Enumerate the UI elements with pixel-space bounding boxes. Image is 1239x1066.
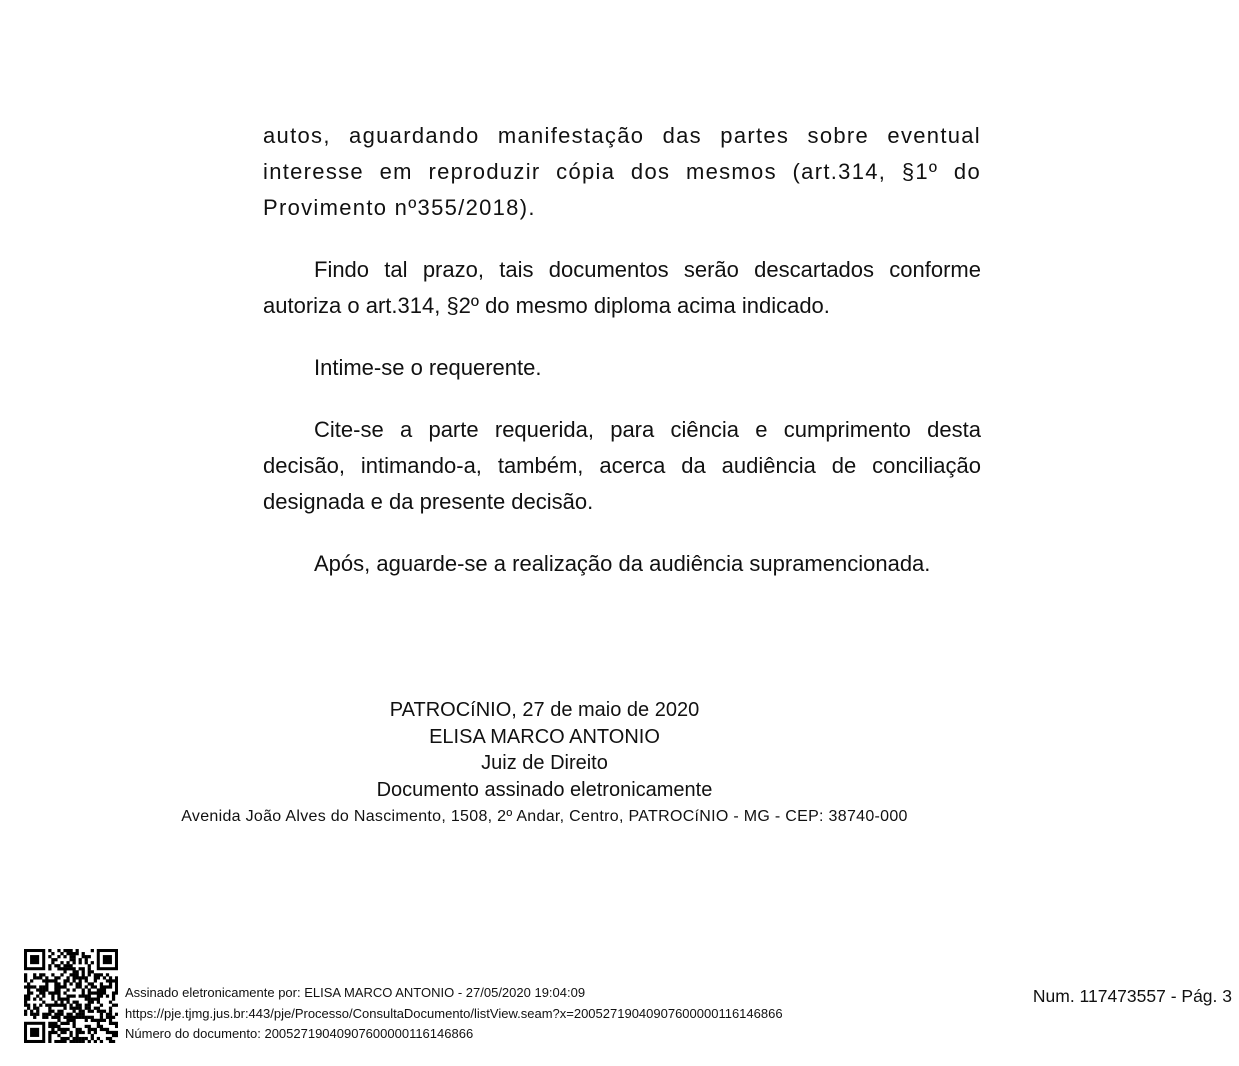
paragraph-1: autos, aguardando manifestação das partes sobre eventual interesse em reproduzir cópia dos mesmos (art.314, §1º do Provimento nº355/2018).: [263, 123, 981, 220]
paragraph-5: Após, aguarde-se a realização da audiência supramencionada.: [314, 551, 931, 576]
signed-by-line: Assinado eletronicamente por: ELISA MARCO ANTONIO - 27/05/2020 19:04:09: [125, 985, 586, 1000]
place-date: PATROCíNIO, 27 de maio de 2020: [389, 699, 700, 721]
signer-role: Juiz de Direito: [481, 752, 608, 774]
document-body: [263, 118, 981, 608]
signature-metadata: [125, 983, 783, 1045]
signature-note: Documento assinado eletronicamente: [376, 778, 713, 801]
paragraph-3: Intime-se o requerente.: [314, 355, 542, 380]
qr-code-icon: [24, 949, 118, 1043]
verification-url[interactable]: https://pje.tjmg.jus.br:443/pje/Processo/ConsultaDocumento/listView.seam?x=20052719040907600000116146866: [125, 1005, 783, 1021]
paragraph-4: Cite-se a parte requerida, para ciência e cumprimento desta decisão, intimando-a, também, acerca da audiência de conciliação designada e da presente decisão.: [263, 417, 981, 514]
document-number: Número do documento: 20052719040907600000116146866: [125, 1026, 474, 1041]
page-number: Num. 117473557 - Pág. 3: [1032, 986, 1232, 1006]
signature-block: [0, 697, 1089, 831]
signer-name: ELISA MARCO ANTONIO: [429, 725, 660, 748]
paragraph-2: Findo tal prazo, tais documentos serão descartados conforme autoriza o art.314, §2º do mesmo diploma acima indicado.: [263, 257, 981, 318]
court-address: Avenida João Alves do Nascimento, 1508, 2º Andar, Centro, PATROCíNIO - MG - CEP: 38740-000: [181, 808, 908, 825]
